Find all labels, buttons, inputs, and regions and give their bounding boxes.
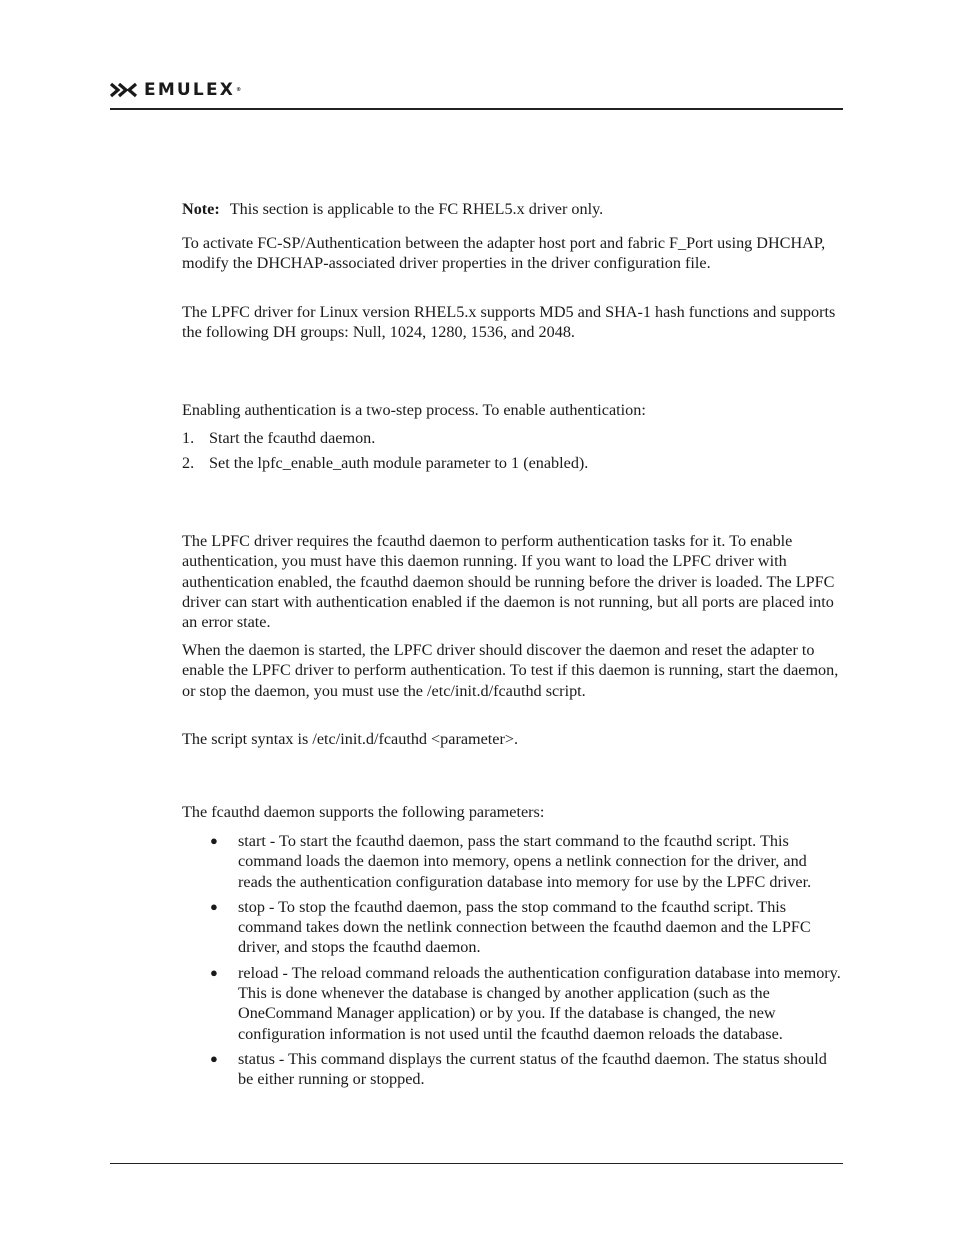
footer-rule [110,1163,843,1164]
trademark-symbol: ® [236,87,244,93]
bullet-icon: ● [210,1050,218,1066]
params-paragraph: The fcauthd daemon supports the following parameters: [182,803,545,821]
note-text: This section is applicable to the FC RHEL5.x driver only. [229,200,604,218]
intro-paragraph-2: The LPFC driver for Linux version RHEL5.x supports MD5 and SHA-1 hash functions and supports the following DH groups: Null, 1024, 1280, 1536, and 2048. [182,303,836,342]
note-label: Note: [182,200,220,218]
list-item: ● status - This command displays the current status of the fcauthd daemon. The status should be either running or stopped. [210,1049,827,1089]
daemon-paragraph-1: The LPFC driver requires the fcauthd daemon to perform authentication tasks for it. To enable authentication, you must have this daemon running. If you want to load the LPFC driver with authentication enabled, the fcauthd daemon should be running before the driver is loaded. The LPFC driver can start with authentication enabled if the daemon is not running, but all ports are placed into an error state. [182,532,835,632]
list-item: 1. Start the fcauthd daemon. [182,429,376,447]
note [182,199,842,219]
intro-paragraph-1: To activate FC-SP/Authentication between the adapter host port and fabric F_Port using DHCHAP, modify the DHCHAP-associated driver properties in the driver configuration file. [182,234,826,273]
enabling-steps-list [182,428,842,479]
list-item: ● start - To start the fcauthd daemon, pass the start command to the fcauthd script. This command loads the daemon into memory, opens a netlink connection for the driver, and reads the authentication configuration database into memory for use by the LPFC driver. [210,832,812,891]
header-rule [110,108,843,110]
bullet-icon: ● [210,833,218,848]
list-item: 2. Set the lpfc_enable_auth module parameter to 1 (enabled). [182,454,589,473]
list-item: ● reload - The reload command reloads the authentication configuration database into memory. This is done whenever the database is changed by another application (such as the OneCommand Manager application) or by you. If the database is changed, the new configuration information is not used until the fcauthd daemon reloads the database. [210,963,841,1043]
emulex-logo-icon [110,82,138,98]
enabling-paragraph: Enabling authentication is a two-step process. To enable authentication: [182,401,646,419]
params-bullet-list [182,831,842,1095]
daemon-paragraph-2: When the daemon is started, the LPFC driver should discover the daemon and reset the adapter to enable the LPFC driver to perform authentication. To test if this daemon is running, start the daemon, or stop the daemon, you must use the /etc/init.d/fcauthd script. [182,641,839,700]
list-item: ● stop - To stop the fcauthd daemon, pass the stop command to the fcauthd script. This command takes down the netlink connection between the fcauthd daemon and the LPFC driver, and stops the fcauthd daemon. [210,897,811,957]
bullet-icon: ● [210,898,218,914]
daemon-paragraph-3: The script syntax is /etc/init.d/fcauthd <parameter>. [182,730,519,748]
bullet-icon: ● [210,964,218,980]
logo-wordmark: EMULEX® [144,80,244,100]
emulex-logo [110,80,243,100]
